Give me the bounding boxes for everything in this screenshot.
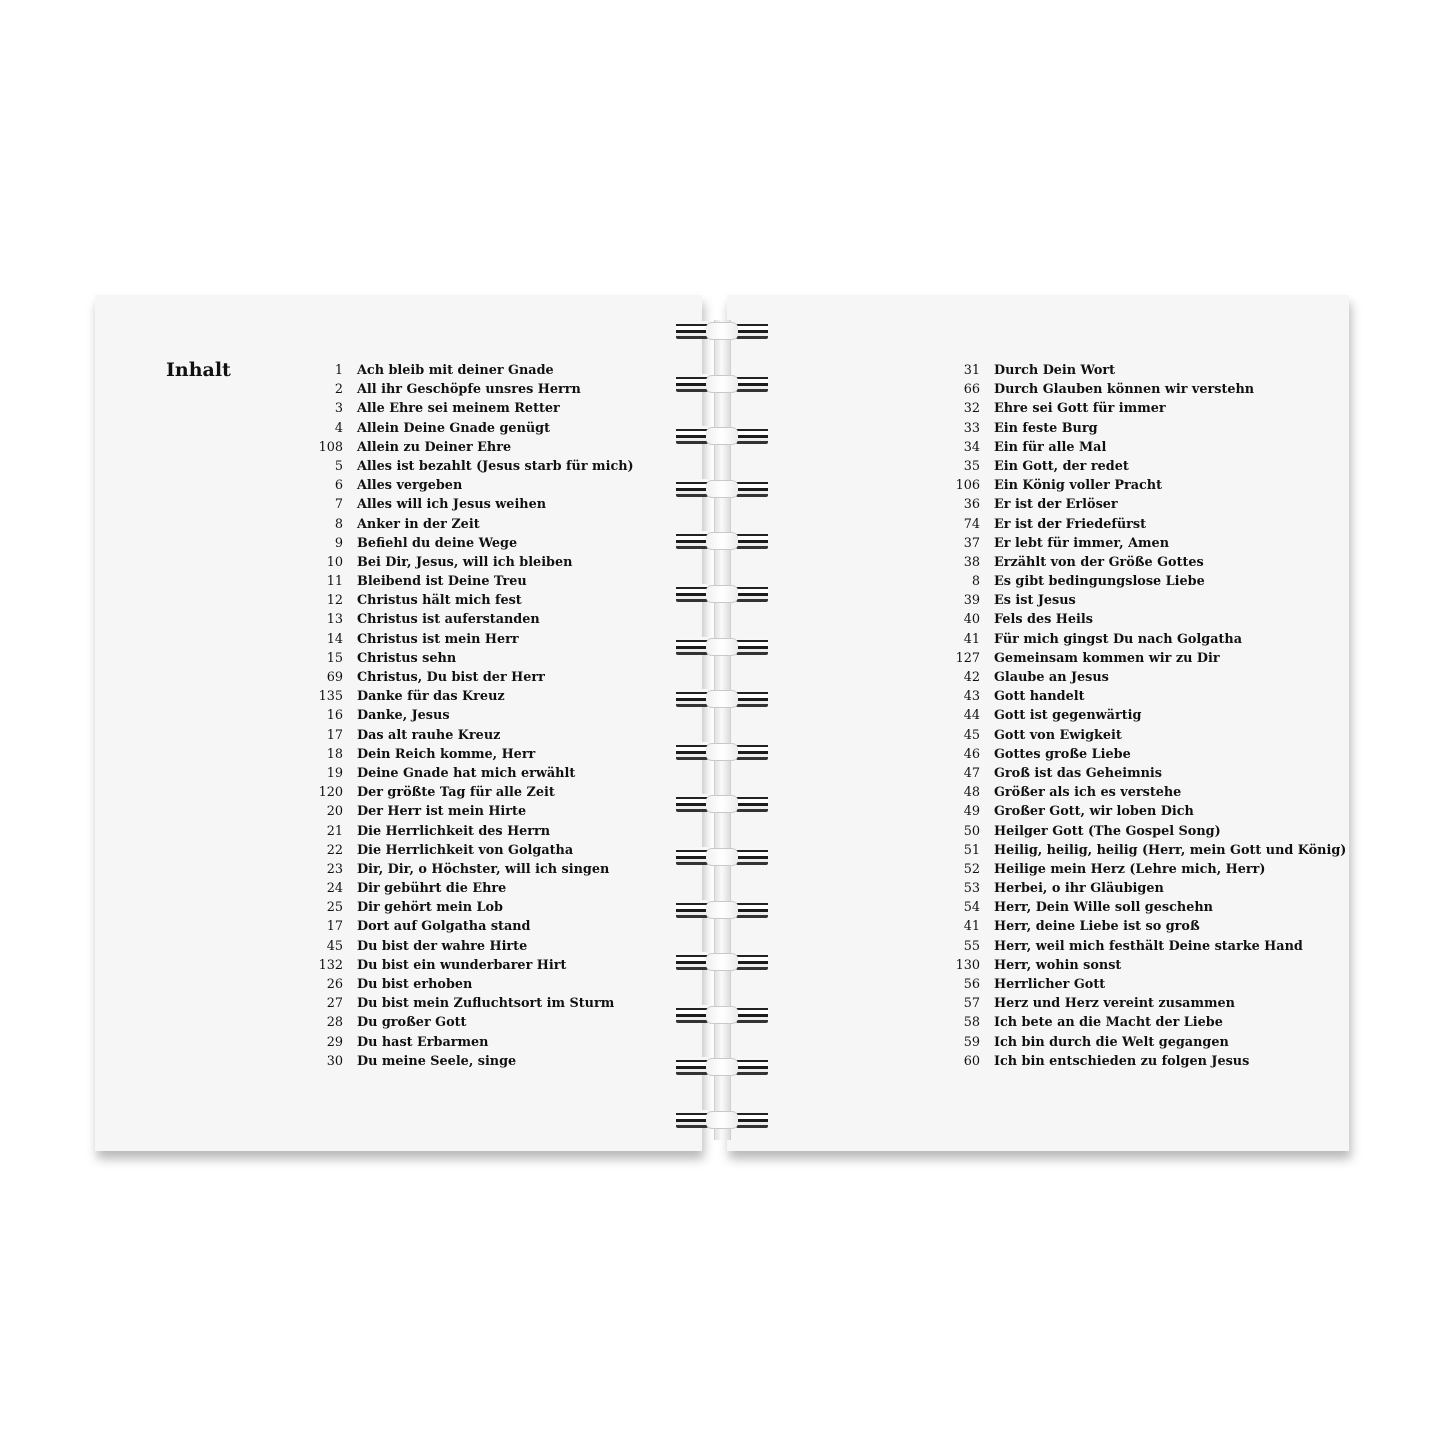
song-title: Allein zu Deiner Ehre [357, 439, 512, 455]
song-title: Christus ist mein Herr [357, 631, 519, 647]
left-page [95, 295, 702, 1151]
song-title: Alle Ehre sei meinem Retter [357, 401, 560, 417]
song-title: Alles vergeben [357, 478, 463, 494]
song-title: Glaube an Jesus [994, 670, 1109, 685]
song-title: Das alt rauhe Kreuz [357, 727, 501, 743]
song-title: Durch Glauben können wir verstehn [994, 382, 1255, 398]
song-number: 22 [326, 842, 343, 858]
song-title: Heilger Gott (The Gospel Song) [994, 823, 1221, 839]
song-title: Er ist der Friedefürst [994, 516, 1147, 532]
song-number: 45 [963, 727, 980, 743]
song-title: Fels des Heils [994, 612, 1093, 628]
song-number: 51 [963, 842, 980, 858]
song-title: Größer als ich es verstehe [994, 785, 1182, 801]
song-title: Groß ist das Geheimnis [994, 765, 1163, 781]
song-number: 44 [963, 708, 980, 724]
song-number: 120 [318, 785, 343, 801]
song-number: 5 [334, 458, 343, 474]
song-title: Herz und Herz vereint zusammen [994, 996, 1235, 1012]
song-number: 108 [318, 439, 343, 455]
song-title: Heilige mein Herz (Lehre mich, Herr) [994, 861, 1266, 877]
song-number: 17 [326, 919, 343, 935]
song-title: Anker in der Zeit [357, 516, 480, 532]
song-number: 37 [963, 535, 980, 551]
song-number: 34 [963, 439, 980, 455]
binding-ring [676, 1056, 768, 1076]
song-number: 55 [963, 938, 980, 954]
song-title: Ich bin entschieden zu folgen Jesus [994, 1053, 1250, 1069]
song-title: Ehre sei Gott für immer [994, 401, 1166, 417]
song-title: Du meine Seele, singe [357, 1053, 517, 1069]
song-number: 130 [955, 957, 980, 973]
song-number: 26 [326, 977, 343, 992]
song-title: Er lebt für immer, Amen [994, 535, 1169, 551]
song-title: Du bist ein wunderbarer Hirt [357, 957, 567, 973]
song-number: 21 [326, 823, 343, 839]
song-title: Ein König voller Pracht [994, 478, 1163, 494]
song-number: 18 [326, 746, 343, 762]
song-number: 16 [326, 708, 343, 724]
song-number: 9 [334, 535, 343, 551]
song-number: 29 [326, 1034, 343, 1050]
song-title: Befiehl du deine Wege [357, 535, 518, 551]
song-number: 32 [963, 401, 980, 417]
song-title: Du hast Erbarmen [357, 1034, 489, 1050]
binding-ring [676, 373, 768, 393]
song-number: 41 [963, 631, 980, 647]
song-title: Dir gebührt die Ehre [357, 881, 507, 897]
binding-ring [676, 1004, 768, 1024]
binding-ring [676, 793, 768, 813]
song-title: Herr, weil mich festhält Deine starke Hand [994, 938, 1303, 954]
song-title: Christus, Du bist der Herr [357, 670, 545, 685]
song-title: Alles ist bezahlt (Jesus starb für mich) [357, 458, 634, 474]
binding-ring [676, 899, 768, 919]
song-number: 14 [326, 631, 343, 647]
song-number: 49 [963, 804, 980, 820]
song-title: Ich bete an die Macht der Liebe [994, 1015, 1223, 1031]
binding-ring [676, 1109, 768, 1129]
song-number: 6 [334, 478, 343, 494]
binding-ring [676, 320, 768, 340]
song-number: 2 [334, 382, 343, 398]
song-number: 10 [326, 554, 343, 570]
song-title: Du bist der wahre Hirte [357, 938, 528, 954]
song-number: 36 [963, 497, 980, 513]
song-number: 40 [963, 612, 980, 628]
song-number: 53 [963, 881, 980, 897]
song-title: Deine Gnade hat mich erwählt [357, 765, 576, 781]
song-number: 4 [334, 420, 343, 436]
song-title: Gottes große Liebe [994, 746, 1131, 762]
song-number: 13 [326, 612, 343, 628]
song-title: Ach bleib mit deiner Gnade [357, 363, 554, 378]
song-title: Herbei, o ihr Gläubigen [994, 881, 1164, 897]
binding-ring [676, 636, 768, 656]
right-page [727, 295, 1349, 1151]
song-number: 59 [963, 1034, 980, 1050]
song-number: 50 [963, 823, 980, 839]
song-number: 135 [318, 689, 343, 705]
song-number: 7 [334, 497, 343, 513]
song-title: Danke, Jesus [357, 708, 450, 724]
binding-ring [676, 478, 768, 498]
song-title: Erzählt von der Größe Gottes [994, 554, 1204, 570]
song-title: Die Herrlichkeit des Herrn [357, 823, 551, 839]
song-title: Ein Gott, der redet [994, 458, 1129, 474]
song-number: 15 [326, 650, 343, 666]
song-number: 20 [326, 804, 343, 820]
song-title: Gott handelt [994, 689, 1085, 705]
song-title: Heilig, heilig, heilig (Herr, mein Gott und König) [994, 842, 1347, 858]
song-number: 23 [326, 861, 343, 877]
binding-ring [676, 425, 768, 445]
song-number: 46 [963, 746, 980, 762]
song-number: 54 [963, 900, 980, 916]
binding-ring [676, 741, 768, 761]
song-title: Allein Deine Gnade genügt [357, 420, 551, 436]
song-title: Gott ist gegenwärtig [994, 708, 1142, 724]
page-title: Inhalt [166, 359, 231, 381]
song-number: 3 [334, 401, 343, 417]
song-title: Herr, Dein Wille soll geschehn [994, 900, 1213, 916]
song-number: 42 [963, 670, 980, 685]
song-title: Großer Gott, wir loben Dich [994, 804, 1194, 820]
song-number: 45 [326, 938, 343, 954]
song-number: 1 [334, 363, 343, 378]
spiral-binding [676, 300, 768, 1150]
song-title: Herrlicher Gott [994, 977, 1106, 992]
song-title: Alles will ich Jesus weihen [357, 497, 547, 513]
song-number: 127 [955, 650, 980, 666]
song-number: 56 [963, 977, 980, 992]
song-number: 33 [963, 420, 980, 436]
song-number: 38 [963, 554, 980, 570]
song-number: 28 [326, 1015, 343, 1031]
binding-ring [676, 530, 768, 550]
song-title: Herr, wohin sonst [994, 957, 1122, 973]
song-title: Du bist mein Zufluchtsort im Sturm [357, 996, 615, 1012]
song-title: Christus sehn [357, 650, 457, 666]
song-number: 25 [326, 900, 343, 916]
song-number: 19 [326, 765, 343, 781]
song-number: 57 [963, 996, 980, 1012]
song-number: 41 [963, 919, 980, 935]
song-title: Ich bin durch die Welt gegangen [994, 1034, 1229, 1050]
song-title: Gemeinsam kommen wir zu Dir [994, 650, 1220, 666]
song-title: Durch Dein Wort [994, 363, 1116, 378]
song-title: Ein für alle Mal [994, 439, 1107, 455]
song-title: All ihr Geschöpfe unsres Herrn [357, 382, 581, 398]
song-title: Du großer Gott [357, 1015, 467, 1031]
song-title: Der größte Tag für alle Zeit [357, 785, 555, 801]
song-title: Du bist erhoben [357, 977, 473, 992]
song-title: Der Herr ist mein Hirte [357, 804, 527, 820]
song-title: Christus ist auferstanden [357, 612, 540, 628]
song-number: 43 [963, 689, 980, 705]
song-number: 69 [326, 670, 343, 685]
song-number: 74 [963, 516, 980, 532]
song-title: Bei Dir, Jesus, will ich bleiben [357, 554, 573, 570]
song-number: 17 [326, 727, 343, 743]
song-title: Für mich gingst Du nach Golgatha [994, 631, 1243, 647]
song-number: 39 [963, 593, 980, 609]
song-number: 106 [955, 478, 980, 494]
song-title: Es ist Jesus [994, 593, 1076, 609]
song-number: 66 [963, 382, 980, 398]
song-number: 35 [963, 458, 980, 474]
song-title: Dir, Dir, o Höchster, will ich singen [357, 861, 610, 877]
song-number: 12 [326, 593, 343, 609]
song-title: Bleibend ist Deine Treu [357, 574, 527, 590]
binding-ring [676, 688, 768, 708]
song-title: Dort auf Golgatha stand [357, 919, 531, 935]
song-title: Er ist der Erlöser [994, 497, 1118, 513]
song-number: 8 [334, 516, 343, 532]
song-number: 58 [963, 1015, 980, 1031]
song-number: 8 [971, 574, 980, 590]
binding-ring [676, 846, 768, 866]
song-title: Dein Reich komme, Herr [357, 746, 536, 762]
song-title: Ein feste Burg [994, 420, 1098, 436]
song-title: Gott von Ewigkeit [994, 727, 1122, 743]
song-number: 11 [326, 574, 343, 590]
song-number: 132 [318, 957, 343, 973]
song-title: Christus hält mich fest [357, 593, 522, 609]
song-number: 30 [326, 1053, 343, 1069]
binding-ring [676, 583, 768, 603]
song-title: Danke für das Kreuz [357, 689, 505, 705]
song-title: Die Herrlichkeit von Golgatha [357, 842, 574, 858]
song-number: 47 [963, 765, 980, 781]
song-title: Es gibt bedingungslose Liebe [994, 574, 1205, 590]
song-number: 60 [963, 1053, 980, 1069]
binding-ring [676, 951, 768, 971]
song-title: Dir gehört mein Lob [357, 900, 503, 916]
song-title: Herr, deine Liebe ist so groß [994, 919, 1200, 935]
song-number: 48 [963, 785, 980, 801]
song-number: 31 [963, 363, 980, 378]
song-number: 52 [963, 861, 980, 877]
song-number: 27 [326, 996, 343, 1012]
song-number: 24 [326, 881, 343, 897]
